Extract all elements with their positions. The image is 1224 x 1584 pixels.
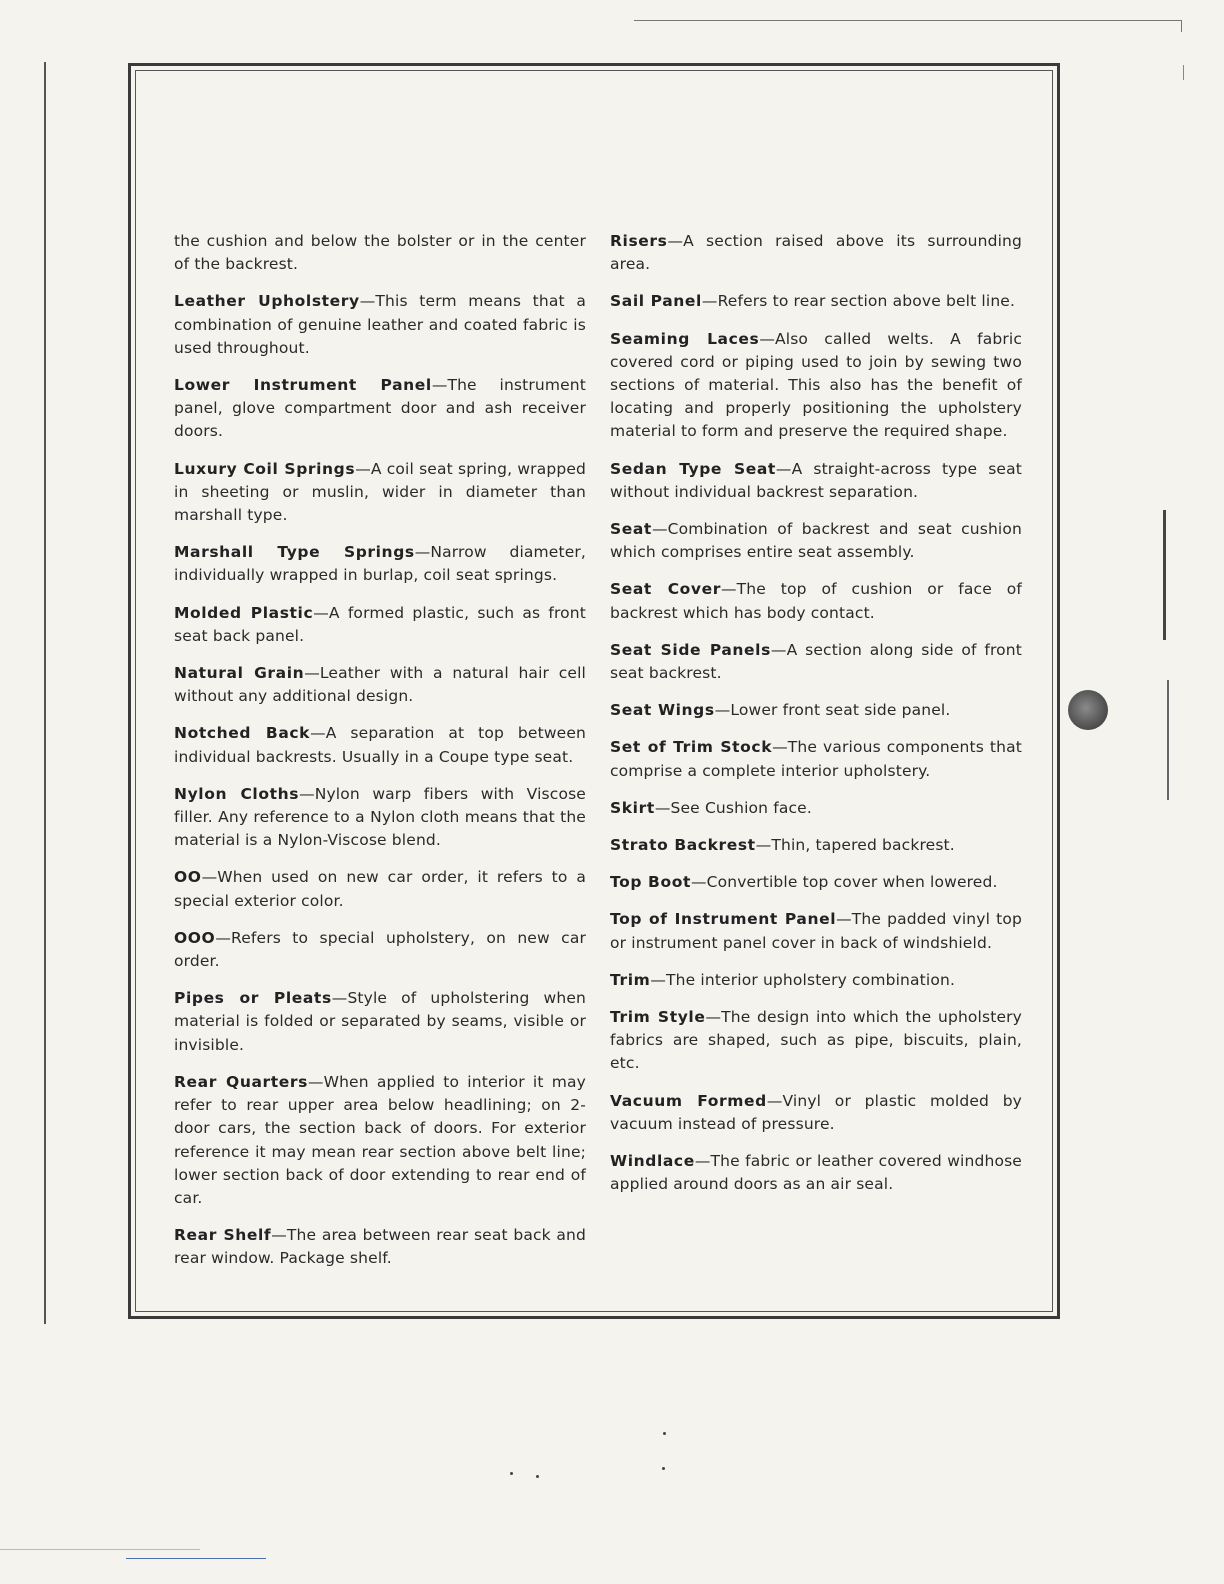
punch-hole xyxy=(1068,690,1108,730)
glossary-definition: A straight-across type seat without individual backrest separation. xyxy=(610,459,1022,501)
scan-top-rule-tick xyxy=(1181,20,1182,32)
glossary-term: Rear Shelf xyxy=(174,1226,272,1245)
term-separator: — xyxy=(414,543,431,562)
term-separator: — xyxy=(772,738,788,757)
term-separator: — xyxy=(310,724,326,743)
glossary-definition: The interior upholstery combination. xyxy=(666,970,956,989)
glossary-entry xyxy=(174,374,586,444)
glossary-entry xyxy=(174,866,586,912)
term-separator: — xyxy=(307,1072,324,1091)
glossary-definition: A section along side of front seat backrest. xyxy=(610,640,1023,683)
glossary-entry xyxy=(610,1090,1022,1136)
glossary-entry xyxy=(610,639,1022,685)
term-separator: — xyxy=(705,1008,722,1027)
glossary-term: Seaming Laces xyxy=(610,329,760,348)
glossary-term: Windlace xyxy=(610,1152,695,1171)
term-separator: — xyxy=(431,376,448,395)
term-separator: — xyxy=(654,798,671,817)
glossary-term: OO xyxy=(174,868,202,887)
glossary-term: Strato Backrest xyxy=(610,836,756,855)
glossary-definition: A coil seat spring, wrapped in sheeting or muslin, wider in diameter than marshall type. xyxy=(174,459,586,525)
glossary-term: Leather Upholstery xyxy=(174,292,360,311)
term-separator: — xyxy=(701,292,718,311)
glossary-entry xyxy=(174,290,586,360)
term-separator: — xyxy=(650,970,667,989)
term-separator: — xyxy=(836,910,852,929)
glossary-term: Notched Back xyxy=(174,724,311,743)
glossary-definition: See Cushion face. xyxy=(670,798,812,817)
glossary-entry xyxy=(174,230,586,276)
glossary-term: Sedan Type Seat xyxy=(610,459,776,478)
glossary-definition: When applied to interior it may refer to rear upper area below headlining; on 2-door cars, the section back of doors. For exterior reference it may mean rear section above belt line; lower section back of door extending to rear end of car. xyxy=(174,1072,587,1207)
glossary-entry xyxy=(174,722,586,768)
scan-speck xyxy=(663,1432,666,1435)
term-separator: — xyxy=(755,836,772,855)
glossary-term: Top of Instrument Panel xyxy=(610,910,837,929)
glossary-entry xyxy=(610,328,1022,444)
glossary-definition: The design into which the upholstery fabrics are shaped, such as pipe, biscuits, plain, etc. xyxy=(610,1008,1022,1073)
glossary-term: Rear Quarters xyxy=(174,1072,308,1091)
glossary-definition: Thin, tapered backrest. xyxy=(771,836,955,855)
glossary-definition: The padded vinyl top or instrument panel cover in back of windshield. xyxy=(610,910,1022,952)
scan-bottom-rule xyxy=(126,1558,266,1559)
glossary-entry xyxy=(610,1006,1022,1076)
glossary-term: Seat xyxy=(610,520,652,539)
glossary-definition: Vinyl or plastic molded by vacuum instead of pressure. xyxy=(610,1091,1022,1133)
glossary-left-column xyxy=(174,230,586,1285)
glossary-entry xyxy=(174,458,586,528)
glossary-definition: Nylon warp fibers with Viscose filler. Any reference to a Nylon cloth means that the material is a Nylon-Viscose blend. xyxy=(174,784,586,850)
glossary-term: Pipes or Pleats xyxy=(174,989,332,1008)
scan-left-edge xyxy=(44,62,46,1324)
term-separator: — xyxy=(304,664,320,683)
glossary-term: Molded Plastic xyxy=(174,603,314,622)
glossary-entry xyxy=(610,699,1022,722)
scan-right-mark xyxy=(1163,510,1166,640)
glossary-right-column xyxy=(610,230,1022,1285)
glossary-entry xyxy=(174,602,586,648)
glossary-term: Natural Grain xyxy=(174,664,305,683)
term-separator: — xyxy=(201,868,218,887)
scan-top-rule xyxy=(634,20,1182,21)
glossary-entry xyxy=(610,834,1022,857)
glossary-term: Top Boot xyxy=(610,873,691,892)
glossary-entry xyxy=(610,578,1022,624)
term-separator: — xyxy=(694,1152,711,1171)
glossary-definition: the cushion and below the bolster or in the center of the backrest. xyxy=(174,232,586,274)
glossary-definition: Convertible top cover when lowered. xyxy=(706,873,998,892)
glossary-definition: Leather with a natural hair cell without any additional design. xyxy=(174,664,586,706)
glossary-definition: Lower front seat side panel. xyxy=(730,701,951,720)
term-separator: — xyxy=(313,603,329,622)
glossary-term: Trim xyxy=(610,970,651,989)
glossary-definition: When used on new car order, it refers to a special exterior color. xyxy=(174,868,586,910)
glossary-entry xyxy=(174,987,586,1057)
glossary-term: Marshall Type Springs xyxy=(174,543,415,562)
term-separator: — xyxy=(359,292,376,311)
term-separator: — xyxy=(299,784,315,803)
glossary-term: Seat Wings xyxy=(610,701,715,720)
term-separator: — xyxy=(355,459,371,478)
glossary-columns xyxy=(174,230,1022,1285)
glossary-term: Vacuum Formed xyxy=(610,1091,767,1110)
glossary-definition: Narrow diameter, individually wrapped in burlap, coil seat springs. xyxy=(174,543,586,585)
scan-speck xyxy=(536,1475,539,1478)
glossary-entry xyxy=(174,662,586,708)
glossary-definition: Style of upholstering when material is folded or separated by seams, visible or invisible. xyxy=(174,989,586,1054)
glossary-term: Nylon Cloths xyxy=(174,784,300,803)
glossary-term: Seat Side Panels xyxy=(610,640,771,659)
term-separator: — xyxy=(651,520,668,539)
glossary-entry xyxy=(610,969,1022,992)
glossary-term: Lower Instrument Panel xyxy=(174,376,432,395)
glossary-definition: The fabric or leather covered windhose applied around doors as an air seal. xyxy=(610,1152,1022,1194)
glossary-term: Trim Style xyxy=(610,1008,706,1027)
glossary-entry xyxy=(174,541,586,587)
glossary-definition: The top of cushion or face of backrest which has body contact. xyxy=(610,580,1022,622)
glossary-definition: Combination of backrest and seat cushion which comprises entire seat assembly. xyxy=(610,520,1022,562)
term-separator: — xyxy=(331,989,348,1008)
term-separator: — xyxy=(721,580,737,599)
glossary-entry xyxy=(610,1150,1022,1196)
glossary-definition: A separation at top between individual backrests. Usually in a Coupe type seat. xyxy=(174,724,586,766)
glossary-entry xyxy=(610,458,1022,504)
glossary-definition: A section raised above its surrounding area. xyxy=(610,232,1022,274)
glossary-term: Luxury Coil Springs xyxy=(174,459,356,478)
glossary-definition: Refers to rear section above belt line. xyxy=(717,292,1016,311)
term-separator: — xyxy=(770,640,787,659)
glossary-entry xyxy=(174,783,586,853)
glossary-term: Set of Trim Stock xyxy=(610,738,773,757)
glossary-definition: The instrument panel, glove compartment door and ash receiver doors. xyxy=(174,376,587,441)
glossary-definition: A formed plastic, such as front seat back panel. xyxy=(174,603,586,645)
glossary-entry xyxy=(610,736,1022,782)
glossary-entry xyxy=(610,290,1022,313)
scan-speck xyxy=(662,1467,665,1470)
term-separator: — xyxy=(714,701,731,720)
glossary-term: Sail Panel xyxy=(610,292,702,311)
scan-bottom-rule xyxy=(0,1549,200,1550)
glossary-term: Skirt xyxy=(610,798,655,817)
glossary-entry xyxy=(174,927,586,973)
glossary-entry xyxy=(610,797,1022,820)
glossary-term: Seat Cover xyxy=(610,580,721,599)
glossary-term: Risers xyxy=(610,232,668,250)
glossary-entry xyxy=(610,518,1022,564)
term-separator: — xyxy=(667,232,684,250)
scan-speck xyxy=(510,1472,513,1475)
glossary-entry xyxy=(174,1071,586,1210)
term-separator: — xyxy=(766,1091,783,1110)
glossary-definition: The area between rear seat back and rear window. Package shelf. xyxy=(174,1226,587,1268)
scan-right-mark xyxy=(1167,680,1169,800)
glossary-definition: This term means that a combination of genuine leather and coated fabric is used throughout. xyxy=(174,292,586,357)
glossary-definition: Refers to special upholstery, on new car order. xyxy=(174,928,586,971)
glossary-entry xyxy=(610,908,1022,954)
term-separator: — xyxy=(775,459,792,478)
glossary-definition: Also called welts. A fabric covered cord or piping used to join by sewing two sections of material. This also has the benefit of locating and properly positioning the upholstery material to form and preserve the required shape. xyxy=(610,329,1022,441)
glossary-entry xyxy=(610,871,1022,894)
term-separator: — xyxy=(759,329,775,348)
term-separator: — xyxy=(215,928,231,947)
scan-right-mark xyxy=(1183,65,1184,80)
term-separator: — xyxy=(271,1226,287,1245)
term-separator: — xyxy=(690,873,707,892)
glossary-term: OOO xyxy=(174,928,216,947)
glossary-entry xyxy=(174,1224,586,1270)
glossary-entry xyxy=(610,230,1022,276)
glossary-definition: The various components that comprise a complete interior upholstery. xyxy=(610,738,1022,780)
